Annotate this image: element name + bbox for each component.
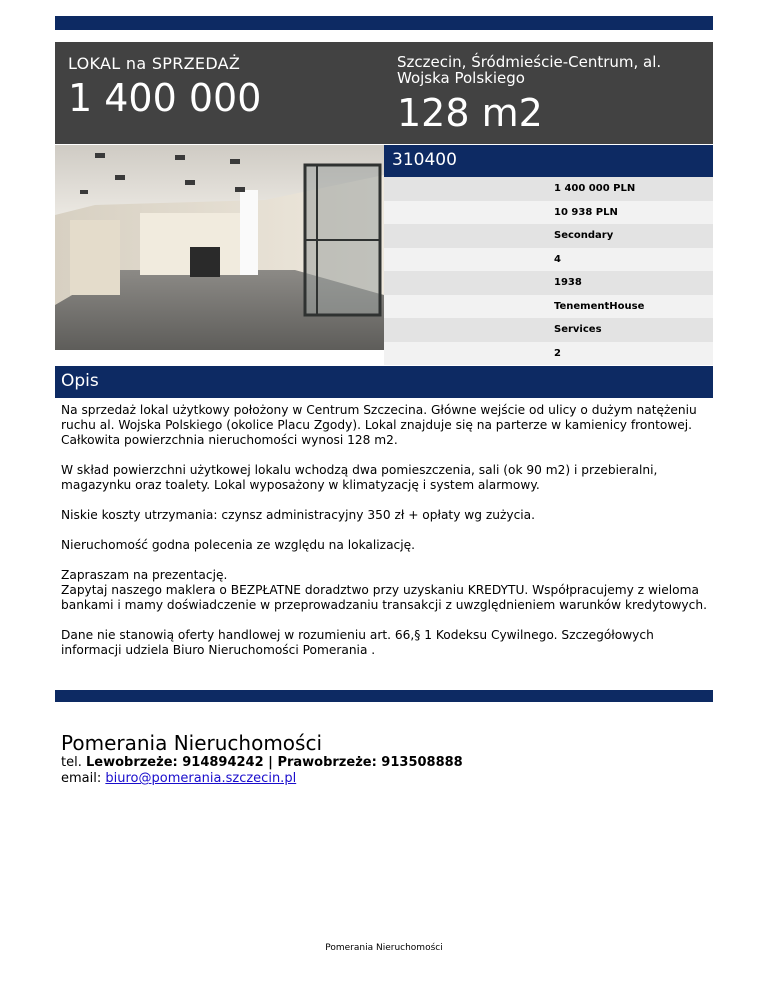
agency-name: Pomerania Nieruchomości <box>61 731 323 755</box>
detail-value: 2 <box>554 347 561 359</box>
detail-row <box>384 224 713 248</box>
detail-row <box>384 177 713 201</box>
listing-id-bar <box>384 145 713 177</box>
header-right <box>397 54 702 134</box>
detail-value: Services <box>554 324 602 335</box>
description-paragraph: Dane nie stanowią oferty handlowej w rozumieniu art. 66,§ 1 Kodeksu Cywilnego. Szczegółowych informacji udziela Biuro Nieruchomości Pomerania . <box>61 628 654 657</box>
listing-header <box>55 42 713 144</box>
property-photo <box>55 145 384 350</box>
listing-id: 310400 <box>392 150 457 170</box>
phone-numbers: Lewobrzeże: 914894242 | Prawobrzeże: 913508888 <box>85 755 463 770</box>
header-left <box>68 54 368 119</box>
detail-value: 1938 <box>554 277 582 288</box>
divider-bar <box>55 690 713 702</box>
description-paragraph: Na sprzedaż lokal użytkowy położony w Centrum Szczecina. Główne wejście od ulicy o dużym natężeniu ruchu al. Wojska Polskiego (okolice Placu Zgody). Lokal znajduje się na parterze w kamienicy frontowej. Całkowita powierzchnia nieruchomości wynosi 128 m2. <box>61 403 697 447</box>
property-type: LOKAL na SPRZEDAŻ <box>68 54 241 73</box>
email-label: email: <box>61 771 102 786</box>
detail-value: Secondary <box>554 230 614 241</box>
phone-line <box>61 755 711 771</box>
phone-label: tel. <box>61 755 82 770</box>
location: Szczecin, Śródmieście-Centrum, al. Wojska Polskiego <box>397 53 662 87</box>
area: 128 m2 <box>397 91 543 135</box>
detail-row <box>384 271 713 295</box>
description-title: Opis <box>61 371 99 391</box>
description-paragraph: Nieruchomość godna polecenia ze względu na lokalizację. <box>61 538 416 552</box>
top-decorative-bar <box>55 16 713 30</box>
detail-row <box>384 248 713 272</box>
description-header <box>55 366 713 398</box>
email-line <box>61 771 711 787</box>
detail-value: 4 <box>554 253 561 265</box>
interior-image <box>55 145 384 350</box>
detail-value: 1 400 000 PLN <box>554 183 636 194</box>
description-paragraph: W skład powierzchni użytkowej lokalu wchodzą dwa pomieszczenia, sali (ok 90 m2) i przebieralni, magazynku oraz toalety. Lokal wyposażony w klimatyzację i system alarmowy. <box>61 463 658 492</box>
detail-row <box>384 318 713 342</box>
description-paragraph: Zapraszam na prezentację. Zapytaj naszego maklera o BEZPŁATNE doradztwo przy uzyskaniu KREDYTU. Współpracujemy z wieloma bankami i mamy doświadczenie w przeprowadzaniu transakcji z uwzględnieniem warunków kredytowych. <box>61 568 707 612</box>
detail-value: TenementHouse <box>554 300 645 312</box>
detail-row <box>384 342 713 366</box>
agency-contact <box>61 731 711 787</box>
description-paragraph: Niskie koszty utrzymania: czynsz administracyjny 350 zł + opłaty wg zużycia. <box>61 508 536 522</box>
details-table <box>384 177 713 365</box>
detail-value: 10 938 PLN <box>554 206 618 218</box>
price: 1 400 000 <box>68 76 262 120</box>
detail-row <box>384 295 713 319</box>
page-footer: Pomerania Nieruchomości <box>325 943 443 953</box>
description-body <box>61 403 707 673</box>
detail-row <box>384 201 713 225</box>
email-link[interactable]: biuro@pomerania.szczecin.pl <box>105 771 297 786</box>
